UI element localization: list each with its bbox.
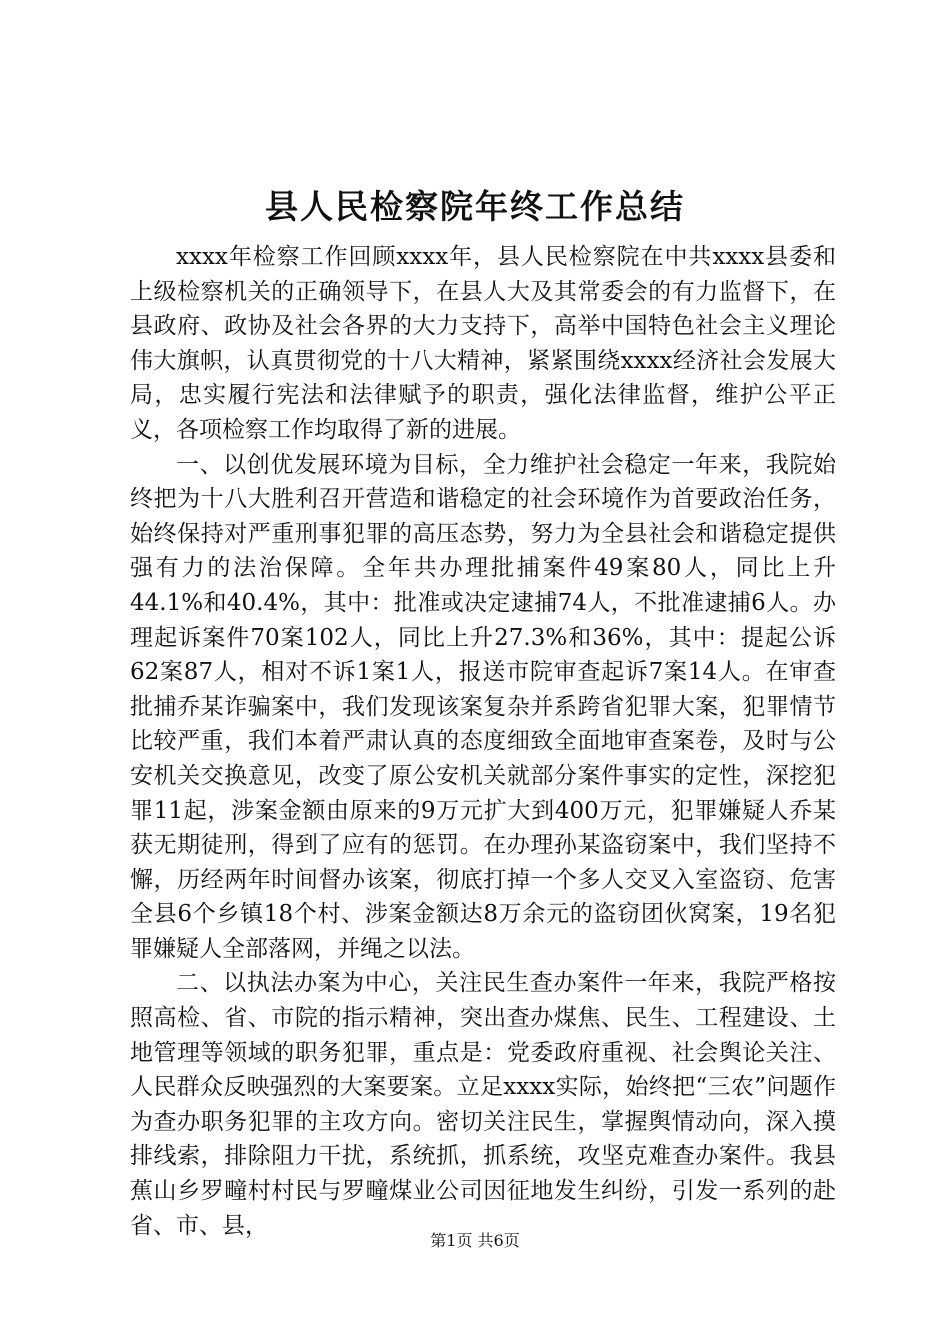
paragraph-intro: xxxx年检察工作回顾xxxx年，县人民检察院在中共xxxx县委和上级检察机关的正确领导下，在县人大及其常委会的有力监督下，在县政府、政协及社会各界的大力支持下，高举中国特色社会主义理论伟大旗帜，认真贯彻党的十八大精神，紧紧围绕xxxx经济社会发展大局，忠实履行宪法和法律赋予的职责，强化法律监督，维护公平正义，各项检察工作均取得了新的进展。	[130, 244, 836, 443]
document-title: 县人民检察院年终工作总结	[265, 187, 685, 226]
page-footer: 第1页 共6页	[430, 1231, 520, 1250]
paragraph-section-one: 一、以创优发展环境为目标，全力维护社会稳定一年来，我院始终把为十八大胜利召开营造和谐稳定的社会环境作为首要政治任务，始终保持对严重刑事犯罪的高压态势，努力为全县社会和谐稳定提供强有力的法治保障。全年共办理批捕案件49案80人，同比上升44.1%和40.4%，其中：批准或决定逮捕74人，不批准逮捕6人。办理起诉案件70案102人，同比上升27.3%和36%，其中：提起公诉62案87人，相对不诉1案1人，报送市院审查起诉7案14人。在审查批捕乔某诈骗案中，我们发现该案复杂并系跨省犯罪大案，犯罪情节比较严重，我们本着严肃认真的态度细致全面地审查案卷，及时与公安机关交换意见，改变了原公安机关就部分案件事实的定性，深挖犯罪11起，涉案金额由原来的9万元扩大到400万元，犯罪嫌疑人乔某获无期徒刑，得到了应有的惩罚。在办理孙某盗窃案中，我们坚持不懈，历经两年时间督办该案，彻底打掉一个多人交叉入室盗窃、危害全县6个乡镇18个村、涉案金额达8万余元的盗窃团伙窝案，19名犯罪嫌疑人全部落网，并绳之以法。	[130, 451, 836, 962]
document-body	[130, 240, 836, 1243]
paragraph-section-two: 二、以执法办案为中心，关注民生查办案件一年来，我院严格按照高检、省、市院的指示精神，突出查办煤焦、民生、工程建设、土地管理等领域的职务犯罪，重点是：党委政府重视、社会舆论关注、人民群众反映强烈的大案要案。立足xxxx实际，始终把“三农”问题作为查办职务犯罪的主攻方向。密切关注民生，掌握舆情动向，深入摸排线索，排除阻力干扰，系统抓，抓系统，攻坚克难查办案件。我县蕉山乡罗疃村村民与罗疃煤业公司因征地发生纠纷，引发一系列的赴省、市、县，	[130, 970, 836, 1239]
